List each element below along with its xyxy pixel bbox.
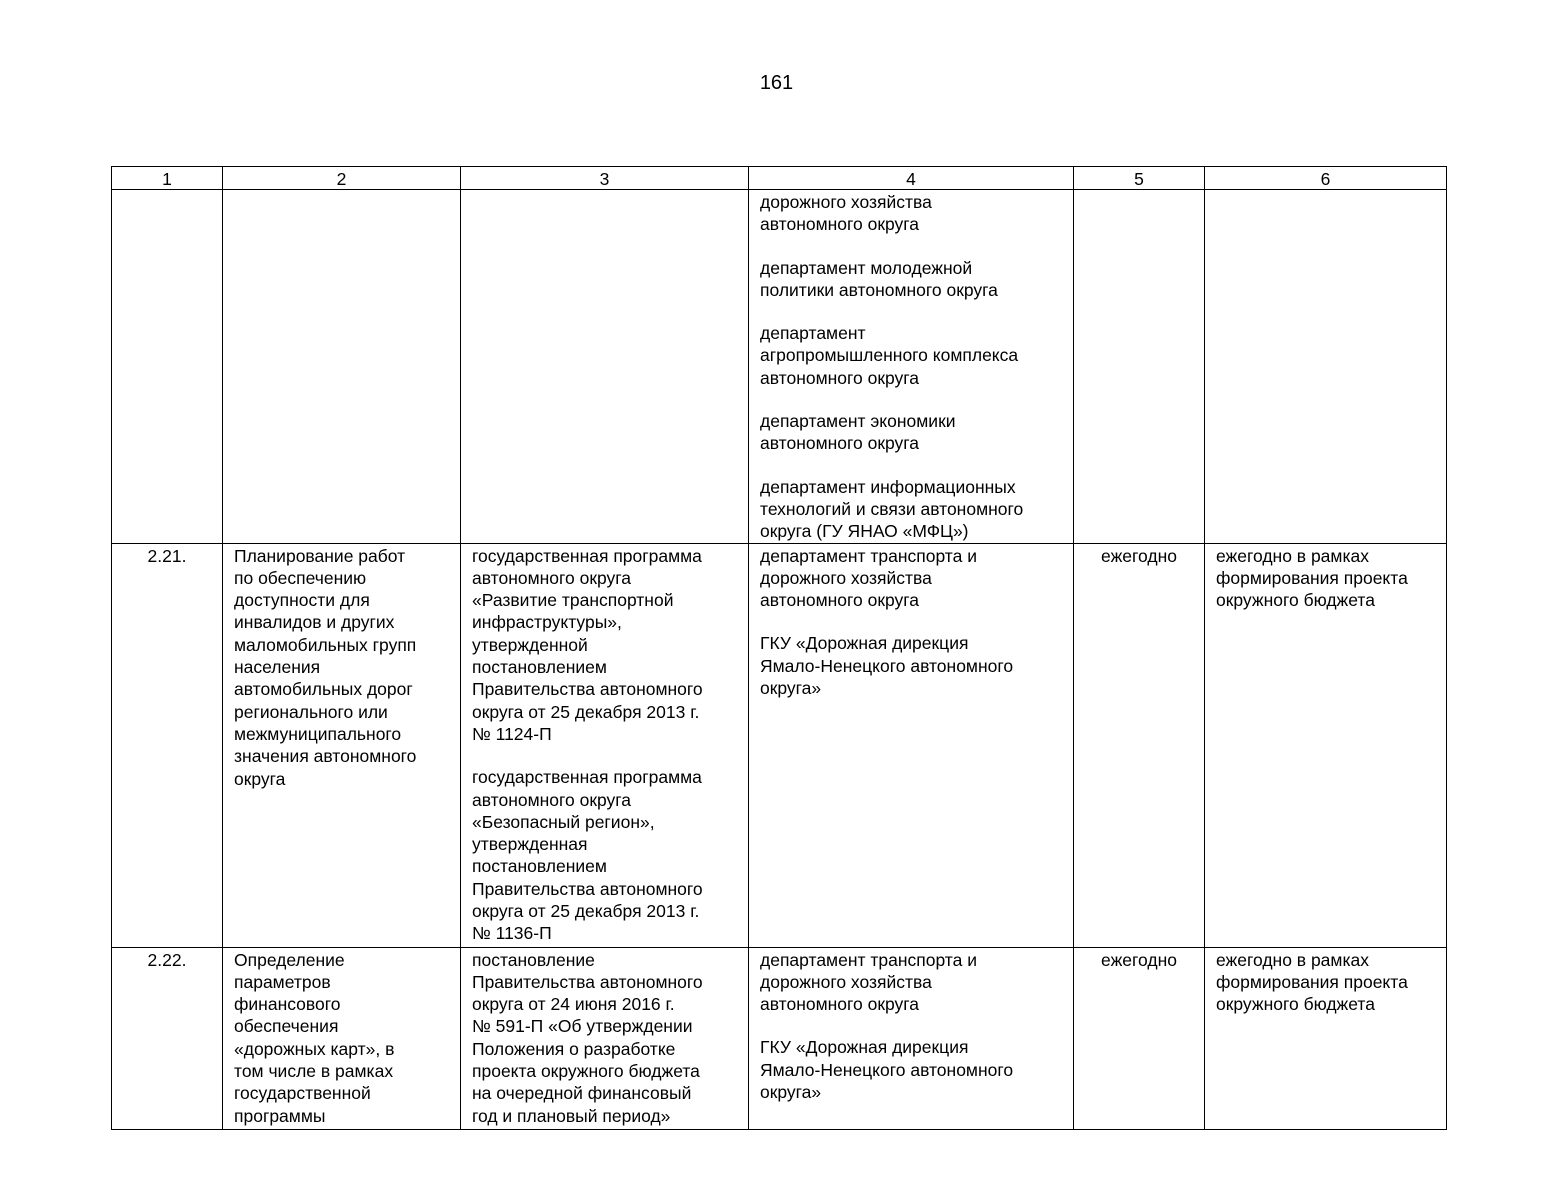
column-header: 2 (223, 167, 461, 190)
result-cell: ежегодно в рамках формирования проекта окружного бюджета (1205, 543, 1447, 947)
executor-text: департамент информационных технологий и связи автономного округа (ГУ ЯНАО «МФЦ») (760, 476, 1024, 542)
document-text: государственная программа автономного округа «Безопасный регион», утвержденная постановлением Правительства автономного округа от 25 декабря 2013 г. № 1136-П (472, 767, 703, 944)
period-cell: ежегодно (1074, 947, 1205, 1129)
executor-text: департамент агропромышленного комплекса автономного округа (760, 323, 1019, 388)
period-cell (1074, 190, 1205, 544)
column-header: 5 (1074, 167, 1205, 190)
executor-text: дорожного хозяйства автономного округа (760, 192, 932, 235)
item-number-cell (112, 190, 223, 544)
item-number-cell: 2.22. (112, 947, 223, 1129)
column-number-row (112, 167, 1447, 190)
period-cell: ежегодно (1074, 543, 1205, 947)
documents-cell (461, 190, 749, 544)
executor-text: департамент транспорта и дорожного хозяйства автономного округа (760, 949, 977, 1015)
executors-cell (749, 947, 1074, 1129)
table-row (112, 947, 1447, 1129)
executor-text: департамент молодежной политики автономного округа (760, 257, 998, 300)
column-header: 4 (749, 167, 1074, 190)
documents-cell (461, 947, 749, 1129)
executor-text: ГКУ «Дорожная дирекция Ямало-Ненецкого автономного округа» (760, 633, 1014, 699)
page-number: 161 (759, 72, 794, 94)
table-row (112, 543, 1447, 947)
executor-text: департамент экономики автономного округа (760, 411, 956, 454)
measure-cell (223, 190, 461, 544)
executors-cell (749, 543, 1074, 947)
item-number-cell: 2.21. (112, 543, 223, 947)
executor-text: департамент транспорта и дорожного хозяйства автономного округа (760, 545, 977, 611)
result-cell (1205, 190, 1447, 544)
result-cell: ежегодно в рамках формирования проекта окружного бюджета (1205, 947, 1447, 1129)
document-text: постановление Правительства автономного округа от 24 июня 2016 г. № 591-П «Об утверждении Положения о разработке проекта окружного бюджета на очередной финансовый год и плановый период» (472, 949, 703, 1126)
executors-cell (749, 190, 1074, 544)
measures-table (111, 166, 1447, 1130)
measure-cell: Планирование работ по обеспечению доступности для инвалидов и других маломобильных групп населения автомобильных дорог регионального или межмуниципального значения автономного округа (223, 543, 461, 947)
documents-cell (461, 543, 749, 947)
measure-cell: Определение параметров финансового обеспечения «дорожных карт», в том числе в рамках государственной программы (223, 947, 461, 1129)
document-text: государственная программа автономного округа «Развитие транспортной инфраструктуры», утвержденной постановлением Правительства автономного округа от 25 декабря 2013 г. № 1124-П (472, 545, 703, 744)
executor-text: ГКУ «Дорожная дирекция Ямало-Ненецкого автономного округа» (760, 1037, 1014, 1103)
table-row (112, 190, 1447, 544)
column-header: 6 (1205, 167, 1447, 190)
column-header: 3 (461, 167, 749, 190)
column-header: 1 (112, 167, 223, 190)
